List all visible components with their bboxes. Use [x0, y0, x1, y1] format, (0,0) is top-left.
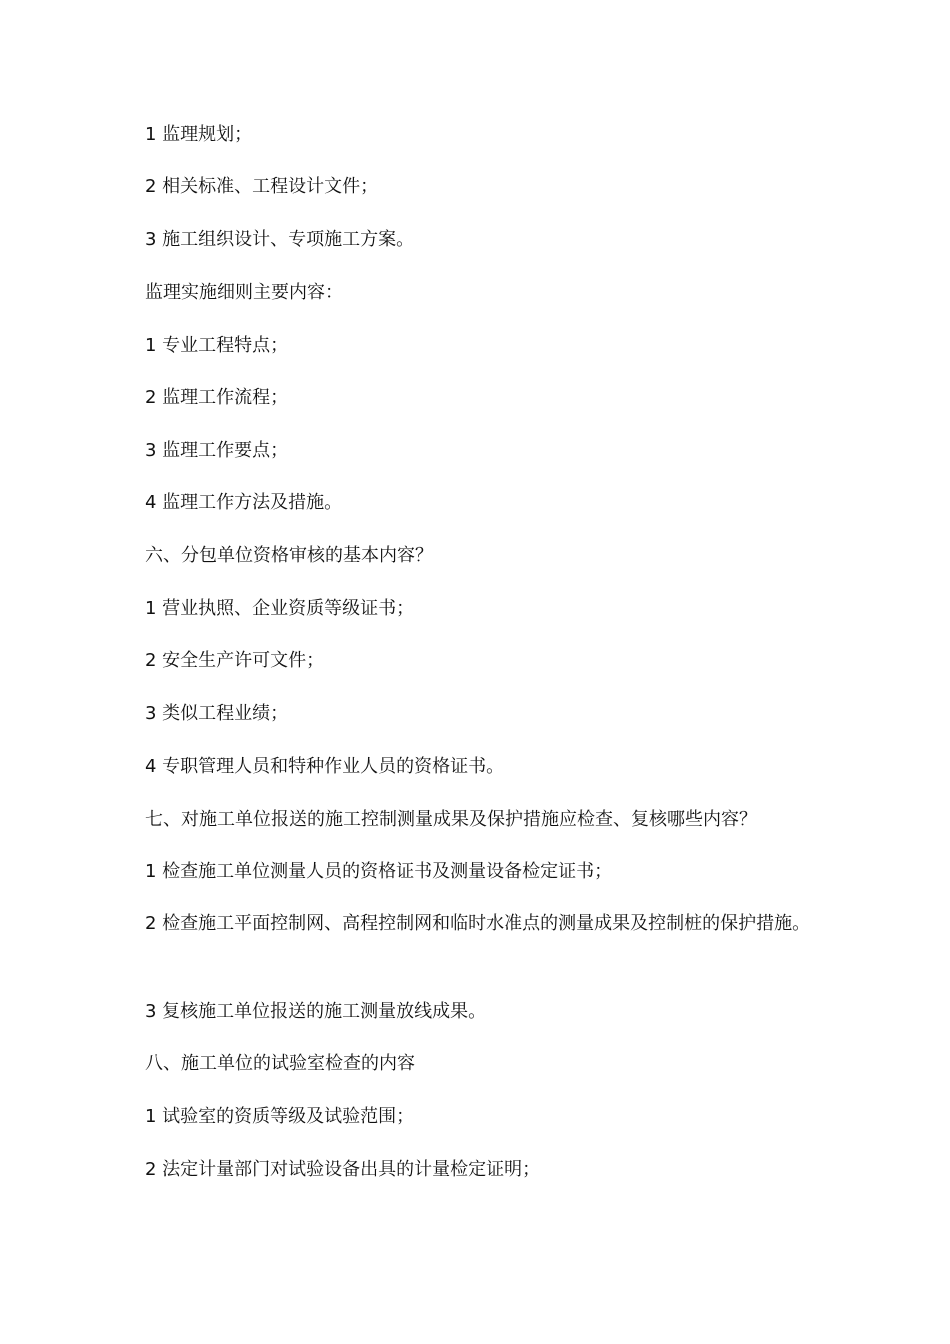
- section-heading: 七、对施工单位报送的施工控制测量成果及保护措施应检查、复核哪些内容？: [145, 809, 757, 830]
- text-line: 4 监理工作方法及措施。: [145, 492, 343, 513]
- text-line: 3 施工组织设计、专项施工方案。: [145, 229, 415, 250]
- text-line: 2 相关标准、工程设计文件；: [145, 176, 379, 197]
- text-line: 1 专业工程特点；: [145, 335, 289, 356]
- section-heading: 六、分包单位资格审核的基本内容？: [145, 545, 433, 566]
- text-line: 1 检查施工单位测量人员的资格证书及测量设备检定证书；: [145, 861, 613, 882]
- text-line: 3 类似工程业绩；: [145, 703, 289, 724]
- text-line: 1 监理规划；: [145, 124, 253, 145]
- text-line: 2 安全生产许可文件；: [145, 650, 325, 671]
- text-line: 2 监理工作流程；: [145, 387, 289, 408]
- section-heading: 八、施工单位的试验室检查的内容: [145, 1053, 415, 1074]
- text-line: 2 法定计量部门对试验设备出具的计量检定证明；: [145, 1159, 541, 1180]
- text-line: 1 营业执照、企业资质等级证书；: [145, 598, 415, 619]
- text-line: 4 专职管理人员和特种作业人员的资格证书。: [145, 756, 505, 777]
- text-line: 3 复核施工单位报送的施工测量放线成果。: [145, 1001, 487, 1022]
- text-line: 1 试验室的资质等级及试验范围；: [145, 1106, 415, 1127]
- text-line: 2 检查施工平面控制网、高程控制网和临时水准点的测量成果及控制桩的保护措施。: [145, 913, 811, 934]
- text-line: 3 监理工作要点；: [145, 440, 289, 461]
- text-line: 监理实施细则主要内容：: [145, 282, 343, 303]
